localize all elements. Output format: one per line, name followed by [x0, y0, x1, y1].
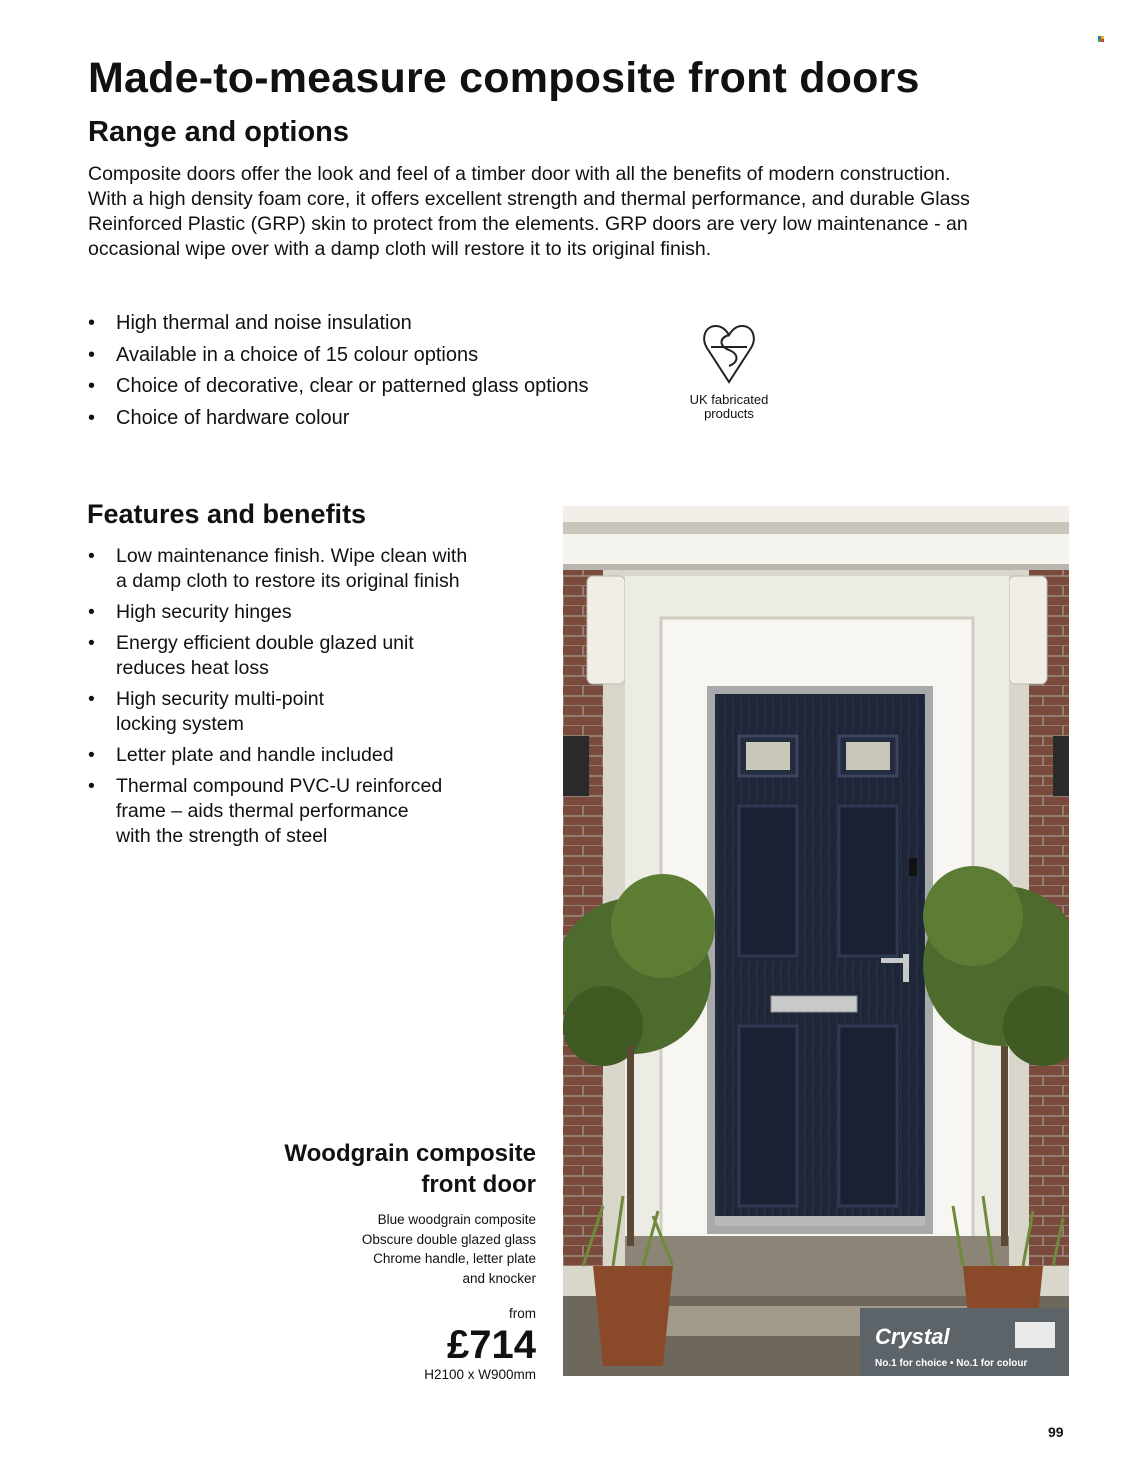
spec-line: Chrome handle, letter plate — [373, 1251, 536, 1266]
spec-line: Blue woodgrain composite — [377, 1212, 536, 1227]
feature-line: with the strength of steel — [116, 825, 328, 847]
product-price: £714 — [447, 1323, 536, 1367]
list-item: • Choice of hardware colour — [88, 403, 688, 435]
feature-line: Thermal compound PVC-U reinforced — [116, 775, 443, 797]
feature-line: Letter plate and handle included — [116, 744, 394, 766]
spec-line: and knocker — [462, 1270, 536, 1286]
door-illustration — [563, 506, 1069, 1376]
features-list — [88, 544, 528, 855]
badge-label-line2: products — [704, 406, 754, 421]
list-item: • High thermal and noise insulation — [88, 308, 688, 340]
feature-line: Low maintenance finish. Wipe clean with — [116, 545, 468, 567]
corner-colour-mark — [1098, 29, 1104, 35]
list-item — [88, 774, 528, 849]
section-heading-range: Range and options — [88, 116, 349, 148]
product-name-line2: front door — [421, 1171, 536, 1198]
product-name-line1: Woodgrain composite — [284, 1140, 536, 1167]
product-info — [116, 1138, 536, 1382]
intro-line: occasional wipe over with a damp cloth will restore it to its original finish. — [88, 238, 712, 260]
crystal-logo — [860, 1308, 1069, 1376]
product-spec — [116, 1210, 536, 1288]
page-number: 99 — [1048, 1424, 1064, 1440]
uk-fabricated-badge — [670, 322, 788, 421]
logo-brand: Crystal — [875, 1324, 950, 1349]
feature-line: a damp cloth to restore its original finish — [116, 570, 460, 592]
intro-line: With a high density foam core, it offers excellent strength and thermal performance, and durable Glass — [88, 188, 970, 210]
kitemark-heart-icon — [701, 322, 757, 388]
feature-line: reduces heat loss — [116, 657, 269, 679]
list-item — [88, 687, 528, 737]
intro-line: Composite doors offer the look and feel of a timber door with all the benefits of modern construction. — [88, 163, 951, 185]
list-item — [88, 631, 528, 681]
door-photo — [563, 506, 1069, 1376]
list-item: • Choice of decorative, clear or patterned glass options — [88, 371, 688, 403]
price-from-label: from — [509, 1306, 536, 1321]
product-dimensions: H2100 x W900mm — [424, 1367, 536, 1382]
list-item — [88, 544, 528, 594]
page-title: Made-to-measure composite front doors — [88, 54, 920, 102]
list-item — [88, 743, 528, 768]
feature-line: frame – aids thermal performance — [116, 800, 409, 822]
feature-line: High security multi-point — [116, 688, 325, 710]
feature-line: High security hinges — [116, 601, 292, 623]
section-heading-features: Features and benefits — [87, 499, 367, 529]
intro-line: Reinforced Plastic (GRP) skin to protect from the elements. GRP doors are very low maintenance - an — [88, 213, 968, 235]
list-item — [88, 600, 528, 625]
logo-tagline: No.1 for choice • No.1 for colour — [875, 1358, 1028, 1369]
list-item: • Available in a choice of 15 colour options — [88, 340, 688, 372]
badge-label-line1: UK fabricated — [689, 392, 769, 407]
range-options-list — [88, 308, 688, 434]
feature-line: Energy efficient double glazed unit — [116, 632, 414, 654]
intro-paragraph — [88, 162, 1078, 262]
spec-line: Obscure double glazed glass — [361, 1231, 536, 1247]
feature-line: locking system — [116, 713, 244, 735]
